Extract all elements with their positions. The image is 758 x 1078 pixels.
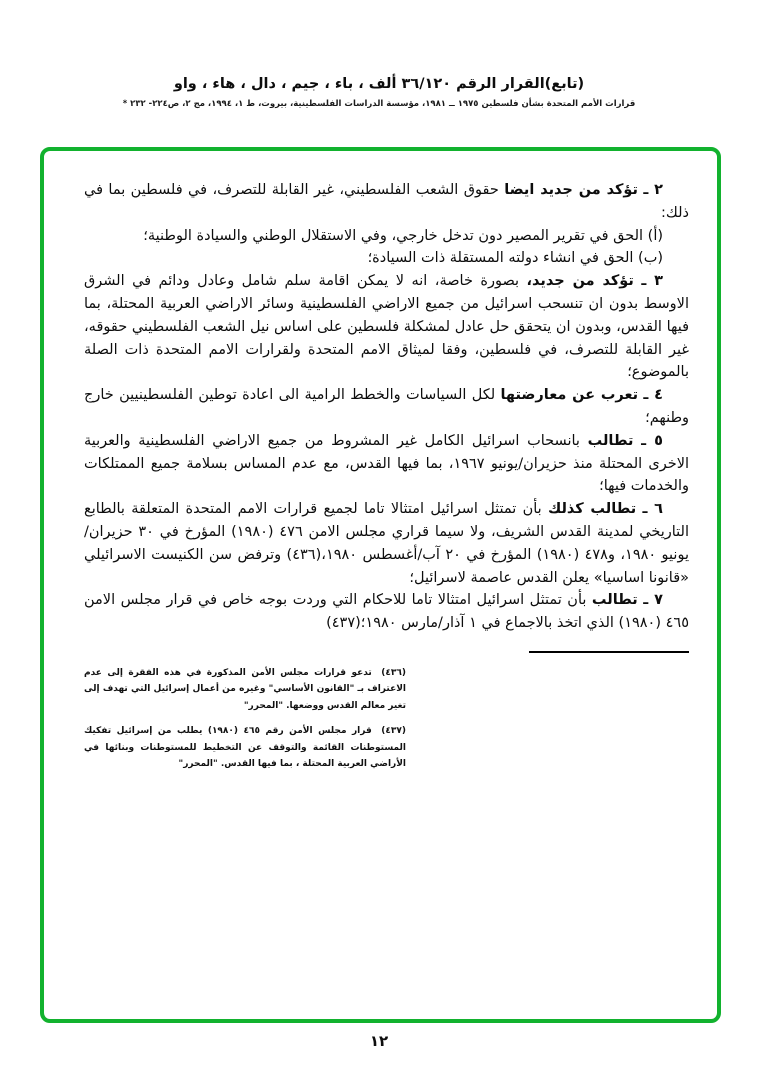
paragraph-lead: تطالب كذلك [547, 501, 637, 518]
paragraph-number: ٦ ـ [642, 501, 664, 518]
footnote-text: قرار مجلس الأمن رقم ٤٦٥ (١٩٨٠) يطلب من إسرائيل تفكيك المستوطنات القائمة والتوقف عن التخطيط للمستوطنات وبنائها في الأراضي العربية المحتلة ، بما فيها القدس. "المحرر" [84, 726, 406, 770]
paragraph-number: (ب) [638, 250, 663, 267]
paragraph-number: ٧ ـ [643, 592, 664, 609]
paragraph-number: ٢ ـ [643, 182, 664, 198]
resolution-body [44, 151, 717, 773]
paragraph-lead: تعرب عن معارضتها [500, 387, 639, 404]
footnote-text: تدعو قرارات مجلس الأمن المذكورة في هذه الفقرة إلى عدم الاعتراف بـ "القانون الأساسي" وغيره من أعمال إسرائيل التي تهدف إلى تغير معالم القدس ووضعها. "المحرر" [84, 667, 406, 711]
footnotes-block [84, 665, 406, 773]
green-border-frame [40, 147, 721, 1023]
paragraph-4 [84, 384, 689, 430]
source-citation: قرارات الأمم المتحدة بشأن فلسطين ١٩٧٥ ــ ١٩٨١، مؤسسة الدراسات الفلسطينية، بيروت، ط ١، ١٩٩٤، مج ٢، ص٢٢٤- ٢٣٢ * [122, 99, 636, 109]
paragraph-number: ٣ ـ [641, 273, 664, 290]
paragraph-6 [84, 498, 689, 589]
paragraph-text: الحق في تقرير المصير دون تدخل خارجي، وفي الاستقلال الوطني والسيادة الوطنية؛ [143, 227, 644, 244]
paragraph-2b [84, 247, 689, 270]
paragraph-lead: تؤكد من جديد ايضا [504, 182, 638, 198]
paragraph-text: حقوق الشعب الفلسطيني، غير القابلة للتصرف، في فلسطين بما في ذلك: [84, 182, 689, 221]
footnote-437 [84, 723, 406, 773]
paragraph-5 [84, 430, 689, 498]
paragraph-number: (أ) [647, 227, 663, 244]
paragraph-2a [84, 225, 689, 248]
paragraph-text: بأن تمتثل اسرائيل امتثالا تاما لجميع قرارات الامم المتحدة المتعلقة بالطابع التاريخي لمدينة القدس الشريف، ولا سيما قراري مجلس الامن ٤٧٦ (١٩٨٠) المؤرخ في ٣٠ حزيران/يونيو ١٩٨٠، و٤٧٨ (١٩٨٠) المؤرخ في ٢٠ آب/أغسطس ١٩٨٠،(٤٣٦) وترفض سن الكنيست الاسرائيلي «قانونا اساسيا» يعلن القدس عاصمة لاسرائيل؛ [84, 501, 689, 586]
paragraph-3 [84, 270, 689, 384]
paragraph-lead: تؤكد من جديد، [526, 273, 634, 290]
footnote-separator [529, 651, 689, 653]
footnote-436 [84, 665, 406, 715]
page-number: ١٢ [369, 1032, 389, 1050]
resolution-title: (تابع)القرار الرقم ٣٦/١٢٠ ألف ، باء ، جيم ، دال ، هاء ، واو [173, 76, 585, 92]
paragraph-7 [84, 589, 689, 635]
paragraph-text: بأن تمتثل اسرائيل امتثالا تاما للاحكام التي وردت بوجه خاص في قرار مجلس الامن ٤٦٥ (١٩٨٠) الذي اتخذ بالاجماع في ١ آذار/مارس ١٩٨٠؛(٤٣٧) [84, 592, 689, 632]
paragraph-lead: تطالب [591, 592, 638, 609]
page-header [0, 76, 758, 109]
paragraph-lead: تطالب [587, 432, 634, 449]
footnote-number: (٤٣٧) [381, 726, 406, 737]
footnote-number: (٤٣٦) [381, 667, 407, 678]
paragraph-text: بصورة خاصة، انه لا يمكن اقامة سلم شامل وعادل ودائم في الشرق الاوسط بدون ان تنسحب اسرائيل من جميع الاراضي الفلسطينية وسائر الاراضي العربية المحتلة، بما فيها القدس، وبدون ان يتحقق حل عادل لمشكلة فلسطين على اساس نيل الشعب الفلسطيني حقوقه، غير القابلة للتصرف، في فلسطين، وفقا لميثاق الامم المتحدة ولقرارات الامم المتحدة ذات الصلة بالموضوع؛ [84, 273, 689, 381]
paragraph-text: لكل السياسات والخطط الرامية الى اعادة توطين الفلسطينيين خارج وطنهم؛ [84, 387, 689, 426]
paragraph-2 [84, 179, 689, 225]
paragraph-text: بانسحاب اسرائيل الكامل غير المشروط من جميع الاراضي الفلسطينية والعربية الاخرى المحتلة منذ حزيران/يونيو ١٩٦٧، بما فيها القدس، مع عدم المساس بسلامة جميع الممتلكات والخدمات فيها؛ [84, 432, 690, 495]
paragraph-number: ٤ ـ [643, 387, 663, 404]
paragraph-number: ٥ ـ [641, 432, 663, 449]
paragraph-text: الحق في انشاء دولته المستقلة ذات السيادة؛ [367, 250, 634, 267]
